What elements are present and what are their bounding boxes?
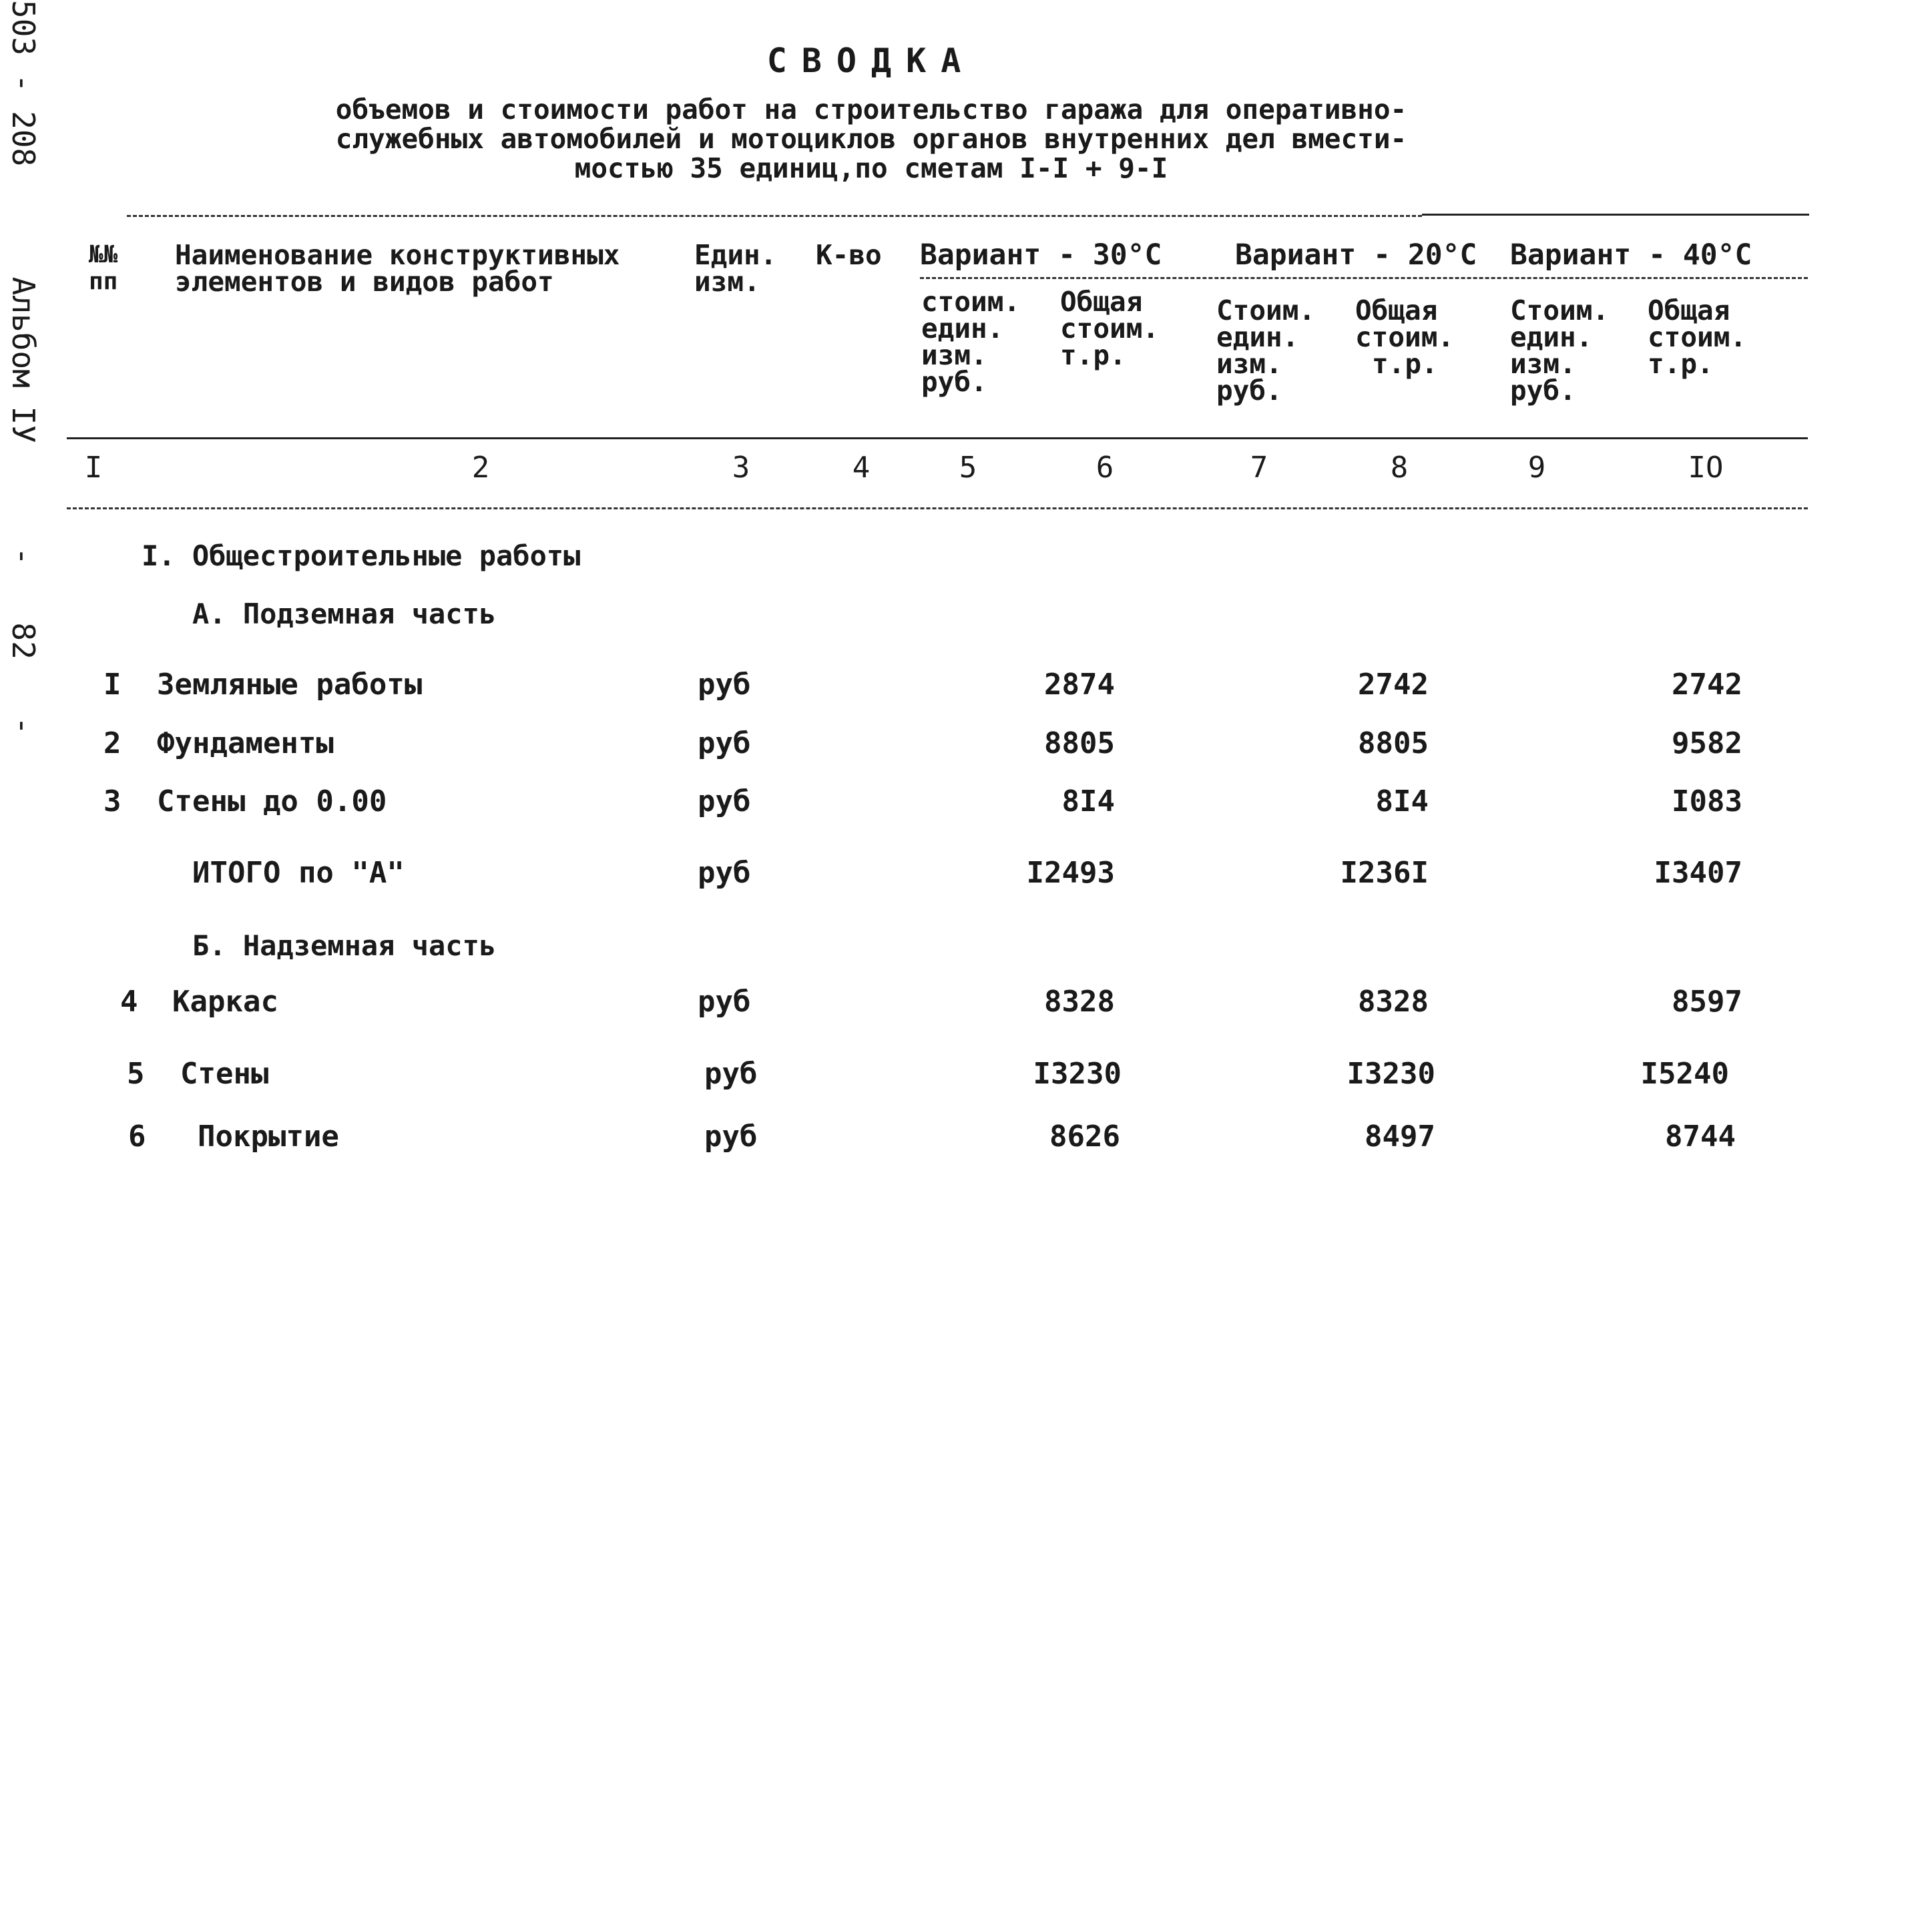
row-total-30: 2874 bbox=[1044, 668, 1115, 702]
header-bottom-rule bbox=[67, 437, 1808, 439]
variant-subheader-rule bbox=[920, 277, 1808, 279]
column-number-8: 8 bbox=[1390, 451, 1409, 485]
row-number: 6 bbox=[128, 1120, 146, 1154]
row-total-40: I5240 bbox=[1640, 1057, 1729, 1091]
v40-total-cost-1: Общая bbox=[1648, 294, 1730, 326]
v20-unit-cost-1: Стоим. bbox=[1216, 294, 1316, 326]
row-total-20: 8497 bbox=[1365, 1120, 1435, 1154]
row-total-20: 8805 bbox=[1358, 726, 1429, 760]
header-name-sub: элементов и видов работ bbox=[175, 266, 554, 298]
row-name: Каркас bbox=[172, 985, 278, 1019]
v20-total-cost-2: стоим. bbox=[1355, 321, 1455, 353]
row-total-40: 2742 bbox=[1672, 668, 1742, 702]
row-unit: руб bbox=[698, 668, 751, 702]
row-total-20: 8328 bbox=[1358, 985, 1429, 1019]
v40-unit-cost-1: Стоим. bbox=[1510, 294, 1610, 326]
side-stamp bbox=[5, 0, 41, 1932]
v20-unit-cost-4: руб. bbox=[1216, 375, 1282, 407]
v40-unit-cost-4: руб. bbox=[1510, 375, 1576, 407]
row-number: 4 bbox=[120, 985, 138, 1019]
row-name: Фундаменты bbox=[157, 726, 334, 760]
section-aboveground-part: Б. Надземная часть bbox=[192, 929, 497, 962]
table-top-rule-left bbox=[127, 215, 1422, 217]
header-variant-40: Вариант - 40°С bbox=[1510, 238, 1752, 272]
row-unit: руб bbox=[698, 784, 751, 818]
series-number: 503 - 208 bbox=[5, 0, 41, 167]
row-total-40: 8597 bbox=[1672, 985, 1742, 1019]
row-unit: руб bbox=[698, 985, 751, 1019]
header-no-sub: пп bbox=[89, 268, 118, 295]
document-title: СВОДКА bbox=[766, 41, 976, 80]
subtotal-30: I2493 bbox=[1026, 856, 1115, 890]
v30-unit-cost-3: изм. bbox=[921, 339, 987, 371]
row-total-30: 8328 bbox=[1044, 985, 1115, 1019]
header-unit: Един. bbox=[694, 239, 777, 271]
subtitle-line-3: мостью 35 единиц,по сметам I-I + 9-I bbox=[574, 152, 1168, 184]
subtotal-label: ИТОГО по "А" bbox=[192, 856, 405, 890]
v40-unit-cost-2: един. bbox=[1510, 321, 1593, 353]
row-total-30: 8805 bbox=[1044, 726, 1115, 760]
section-underground-part: А. Подземная часть bbox=[192, 597, 497, 630]
column-number-9: 9 bbox=[1527, 451, 1546, 485]
row-total-40: I083 bbox=[1672, 784, 1742, 818]
column-number-6: 6 bbox=[1096, 451, 1114, 485]
row-name: Покрытие bbox=[198, 1120, 339, 1154]
row-total-30: 8626 bbox=[1049, 1120, 1120, 1154]
section-general-construction: I. Общестроительные работы bbox=[142, 539, 581, 572]
row-number: 3 bbox=[103, 784, 122, 818]
row-unit: руб bbox=[704, 1057, 758, 1091]
row-number: 2 bbox=[103, 726, 122, 760]
subtotal-20: I236I bbox=[1340, 856, 1429, 890]
v40-total-cost-3: т.р. bbox=[1648, 348, 1714, 380]
v30-total-cost-3: т.р. bbox=[1060, 339, 1126, 371]
row-name: Земляные работы bbox=[157, 668, 423, 702]
v30-unit-cost-4: руб. bbox=[921, 366, 987, 398]
subtitle-line-2: служебных автомобилей и мотоциклов органов внутренних дел вмести- bbox=[335, 123, 1407, 155]
v20-unit-cost-3: изм. bbox=[1216, 348, 1282, 380]
header-no: №№ bbox=[89, 241, 118, 268]
header-unit-sub: изм. bbox=[694, 266, 760, 298]
column-number-10: IO bbox=[1688, 451, 1724, 485]
subtotal-unit: руб bbox=[698, 856, 751, 890]
row-total-40: 8744 bbox=[1665, 1120, 1736, 1154]
column-number-4: 4 bbox=[852, 451, 871, 485]
stamp-dash: - bbox=[5, 547, 41, 566]
row-name: Стены bbox=[180, 1057, 269, 1091]
v20-unit-cost-2: един. bbox=[1216, 321, 1299, 353]
header-qty: К-во bbox=[816, 239, 882, 271]
column-number-7: 7 bbox=[1250, 451, 1268, 485]
row-total-20: 8I4 bbox=[1375, 784, 1429, 818]
row-name: Стены до 0.00 bbox=[157, 784, 387, 818]
header-name: Наименование конструктивных bbox=[175, 239, 620, 271]
page-number: 82 bbox=[5, 622, 41, 660]
v20-total-cost-1: Общая bbox=[1355, 294, 1438, 326]
subtotal-40: I3407 bbox=[1654, 856, 1742, 890]
table-top-rule-right bbox=[1422, 214, 1809, 216]
row-number: I bbox=[103, 668, 122, 702]
v40-unit-cost-3: изм. bbox=[1510, 348, 1576, 380]
v20-total-cost-3: т.р. bbox=[1372, 348, 1438, 380]
row-unit: руб bbox=[704, 1120, 758, 1154]
v30-unit-cost-1: стоим. bbox=[921, 286, 1021, 318]
row-total-20: 2742 bbox=[1358, 668, 1429, 702]
column-number-1: I bbox=[84, 451, 103, 485]
v40-total-cost-2: стоим. bbox=[1648, 321, 1747, 353]
column-number-3: 3 bbox=[732, 451, 750, 485]
row-total-40: 9582 bbox=[1672, 726, 1742, 760]
v30-total-cost-2: стоим. bbox=[1060, 312, 1160, 344]
row-total-20: I3230 bbox=[1347, 1057, 1435, 1091]
header-variant-30: Вариант - 30°С bbox=[920, 238, 1162, 272]
column-numbers-bottom-rule bbox=[67, 507, 1808, 509]
stamp-dash-2: - bbox=[5, 716, 41, 735]
row-unit: руб bbox=[698, 726, 751, 760]
header-variant-20: Вариант - 20°С bbox=[1235, 238, 1477, 272]
v30-total-cost-1: Общая bbox=[1060, 286, 1143, 318]
row-total-30: 8I4 bbox=[1061, 784, 1115, 818]
column-number-5: 5 bbox=[959, 451, 977, 485]
subtitle-line-1: объемов и стоимости работ на строительство гаража для оперативно- bbox=[335, 93, 1407, 126]
v30-unit-cost-2: един. bbox=[921, 312, 1004, 344]
row-total-30: I3230 bbox=[1033, 1057, 1122, 1091]
row-number: 5 bbox=[127, 1057, 145, 1091]
album-label: Альбом IУ bbox=[5, 276, 41, 443]
column-number-2: 2 bbox=[471, 451, 490, 485]
